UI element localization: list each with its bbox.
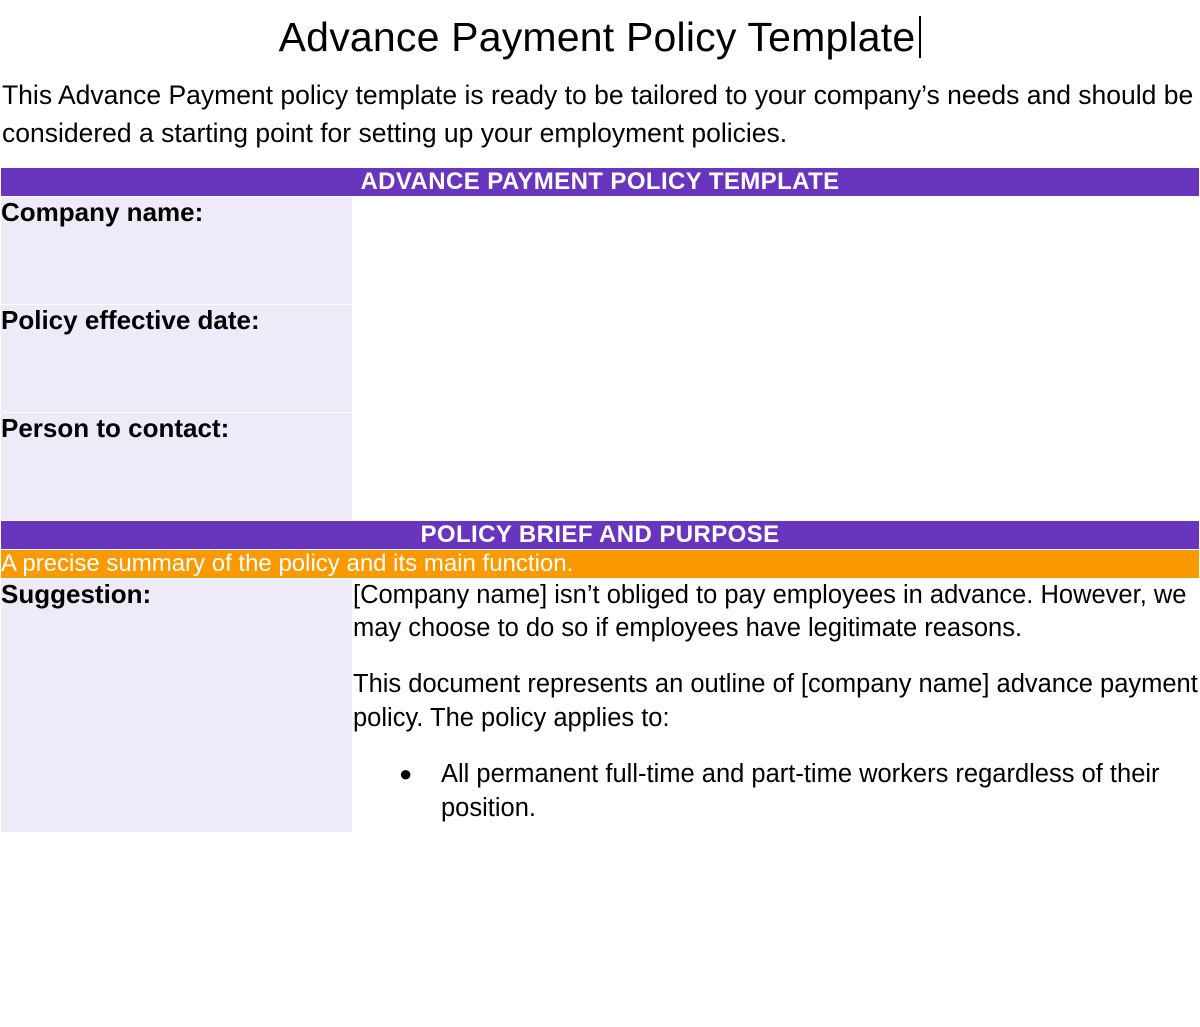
table-row-note (1, 549, 1200, 578)
suggestion-body (353, 578, 1200, 832)
bullet-icon: ● (399, 761, 413, 787)
table-row-suggestion (1, 578, 1200, 832)
field-label-policy-effective-date: Policy effective date: (1, 304, 353, 412)
orange-note-banner: A precise summary of the policy and its main function. (1, 549, 1200, 578)
document-page (0, 12, 1200, 833)
page-title (0, 12, 1200, 63)
page-title-text: Advance Payment Policy Template (278, 14, 916, 60)
table-row (1, 412, 1200, 520)
suggestion-paragraph-2: This document represents an outline of [company name] advance payment policy. The policy applies to: (353, 670, 1198, 733)
suggestion-bullet-list (353, 758, 1199, 826)
field-value-person-to-contact[interactable] (353, 412, 1200, 520)
list-item (399, 758, 1199, 826)
field-value-company-name[interactable] (353, 196, 1200, 304)
field-value-policy-effective-date[interactable] (353, 304, 1200, 412)
section-header-policy-brief: POLICY BRIEF AND PURPOSE (1, 520, 1200, 549)
suggestion-paragraph-1: [Company name] isn’t obliged to pay employees in advance. However, we may choose to do so if employees have legitimate reasons. (353, 580, 1187, 643)
field-label-company-name: Company name: (1, 196, 353, 304)
intro-paragraph: This Advance Payment policy template is ready to be tailored to your company’s needs and should be considered a starting point for setting up your employment policies. (2, 80, 1194, 148)
table-row (1, 196, 1200, 304)
field-label-person-to-contact: Person to contact: (1, 412, 353, 520)
section-header-template: ADVANCE PAYMENT POLICY TEMPLATE (1, 167, 1200, 196)
text-cursor (919, 16, 921, 58)
policy-template-table (0, 167, 1200, 833)
table-row-header-template (1, 167, 1200, 196)
table-row-header-brief (1, 520, 1200, 549)
table-row (1, 304, 1200, 412)
suggestion-label: Suggestion: (1, 578, 353, 832)
list-item-text: All permanent full-time and part-time workers regardless of their position. (441, 760, 1160, 823)
